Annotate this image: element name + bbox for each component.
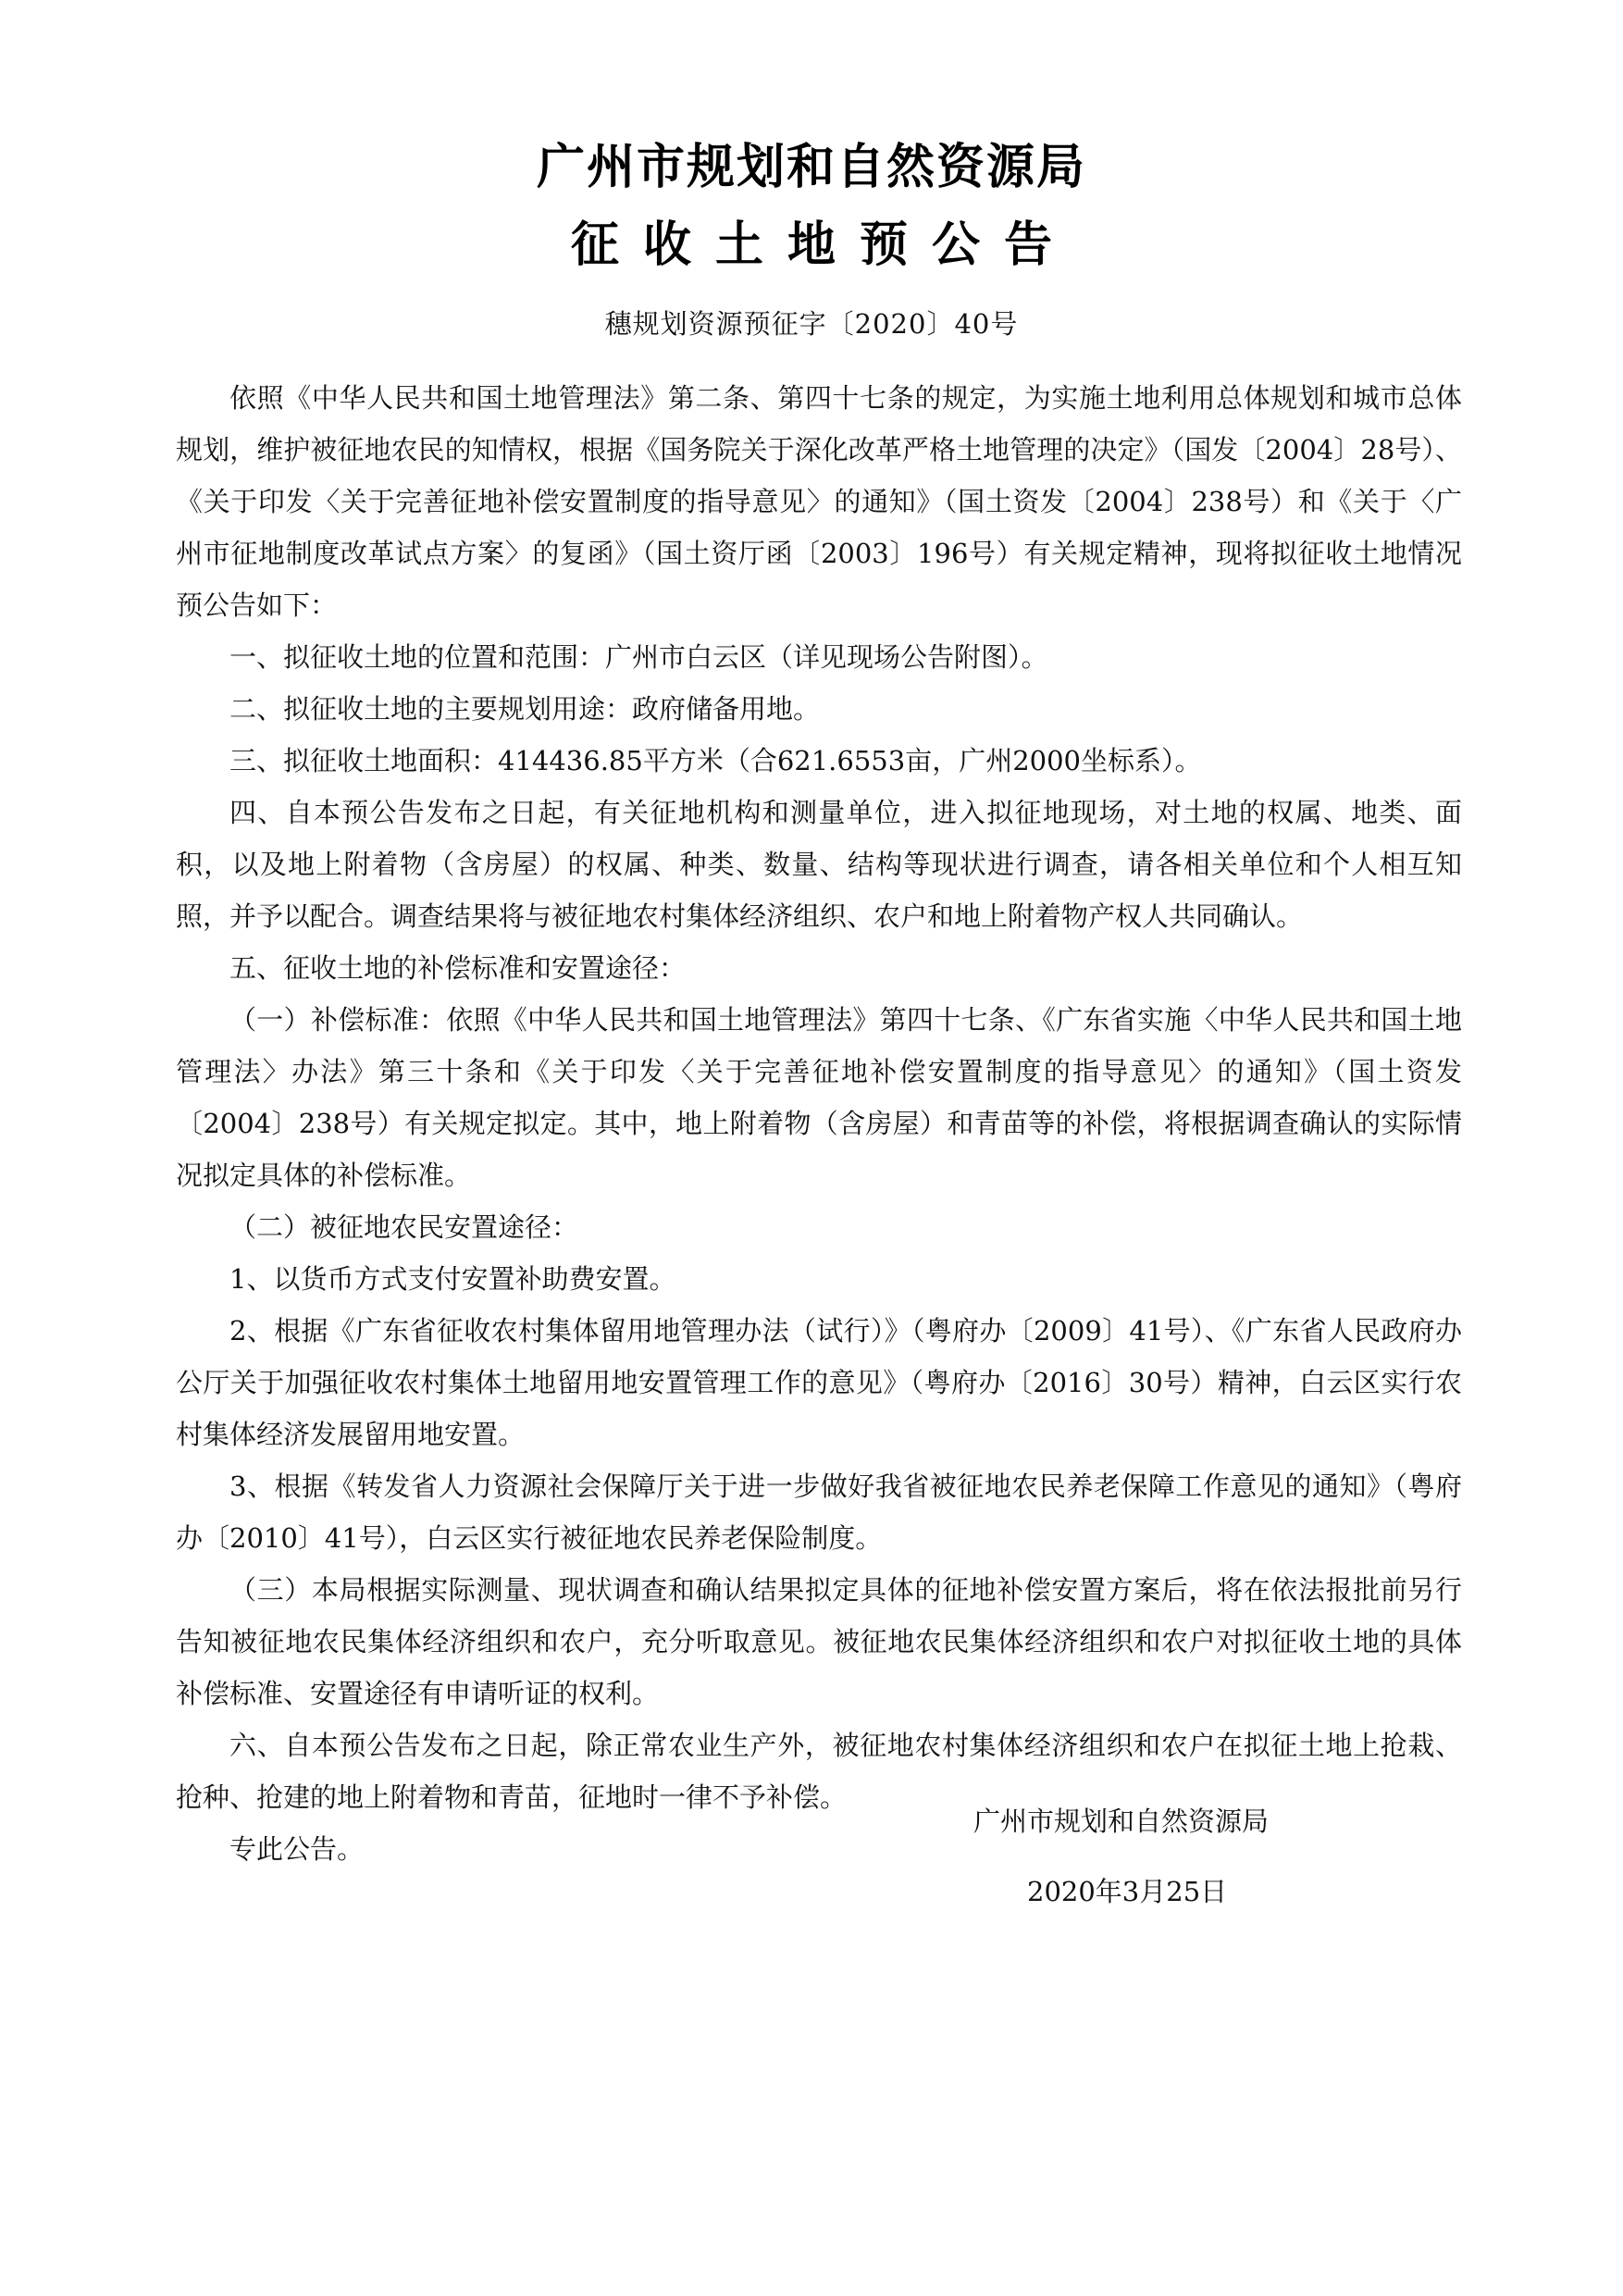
notice-body <box>176 372 1462 1875</box>
paragraph-land-location: 一、拟征收土地的位置和范围：广州市白云区（详见现场公告附图）。 <box>229 641 1048 673</box>
paragraph-resettlement-heading: （二）被征地农民安置途径： <box>229 1211 579 1243</box>
paragraph-survey: 四、自本预公告发布之日起，有关征地机构和测量单位，进入拟征地现场，对土地的权属、地类、面积，以及地上附着物（含房屋）的权属、种类、数量、结构等现状进行调查，请各相关单位和个人相互知照，并予以配合。调查结果将与被征地农村集体经济组织、农户和地上附着物产权人共同确认。 <box>176 797 1462 932</box>
paragraph-closing: 专此公告。 <box>229 1833 365 1865</box>
agency-title: 广州市规划和自然资源局 <box>536 139 1086 195</box>
signature-block <box>973 1795 1269 1917</box>
signature-organization: 广州市规划和自然资源局 <box>973 1806 1270 1837</box>
paragraph-hearing-rights: （三）本局根据实际测量、现状调查和确认结果拟定具体的征地补偿安置方案后，将在依法报批前另行告知被征地农民集体经济组织和农户，充分听取意见。被征地农民集体经济组织和农户对拟征收土地的具体补偿标准、安置途径有申请听证的权利。 <box>176 1574 1462 1709</box>
paragraph-compensation-heading: 五、征收土地的补偿标准和安置途径： <box>229 952 687 984</box>
paragraph-land-use: 二、拟征收土地的主要规划用途：政府储备用地。 <box>229 693 821 725</box>
paragraph-no-compensation: 六、自本预公告发布之日起，除正常农业生产外，被征地农村集体经济组织和农户在拟征土地上抢栽、抢种、抢建的地上附着物和青苗，征地时一律不予补偿。 <box>176 1730 1462 1813</box>
paragraph-resettlement-1: 1、以货币方式支付安置补助费安置。 <box>229 1263 676 1295</box>
paragraph-resettlement-3: 3、根据《转发省人力资源社会保障厅关于进一步做好我省被征地农民养老保障工作意见的通知》（粤府办〔2010〕41号），白云区实行被征地农民养老保险制度。 <box>176 1471 1462 1554</box>
signature-date: 2020年3月25日 <box>1027 1876 1228 1907</box>
paragraph-resettlement-2: 2、根据《广东省征收农村集体留用地管理办法（试行）》（粤府办〔2009〕41号）、《广东省人民政府办公厅关于加强征收农村集体土地留用地安置管理工作的意见》（粤府办〔2016〕30号）精神，白云区实行农村集体经济发展留用地安置。 <box>176 1315 1462 1450</box>
document-number: 穗规划资源预征字〔2020〕40号 <box>604 308 1019 340</box>
paragraph-preamble: 依照《中华人民共和国土地管理法》第二条、第四十七条的规定，为实施土地利用总体规划和城市总体规划，维护被征地农民的知情权，根据《国务院关于深化改革严格土地管理的决定》（国发〔2004〕28号）、《关于印发〈关于完善征地补偿安置制度的指导意见〉的通知》（国土资发〔2004〕238号）和《关于〈广州市征地制度改革试点方案〉的复函》（国土资厅函〔2003〕196号）有关规定精神，现将拟征收土地情况预公告如下： <box>176 382 1462 621</box>
paragraph-land-area: 三、拟征收土地面积：414436.85平方米（合621.6553亩，广州2000坐标系）。 <box>229 745 1202 776</box>
notice-title: 征收土地预公告 <box>570 217 1076 273</box>
paragraph-compensation-standard: （一）补偿标准：依照《中华人民共和国土地管理法》第四十七条、《广东省实施〈中华人民共和国土地管理法〉办法》第三十条和《关于印发〈关于完善征地补偿安置制度的指导意见〉的通知》（国土资发〔2004〕238号）有关规定拟定。其中，地上附着物（含房屋）和青苗等的补偿，将根据调查确认的实际情况拟定具体的补偿标准。 <box>176 1004 1462 1191</box>
